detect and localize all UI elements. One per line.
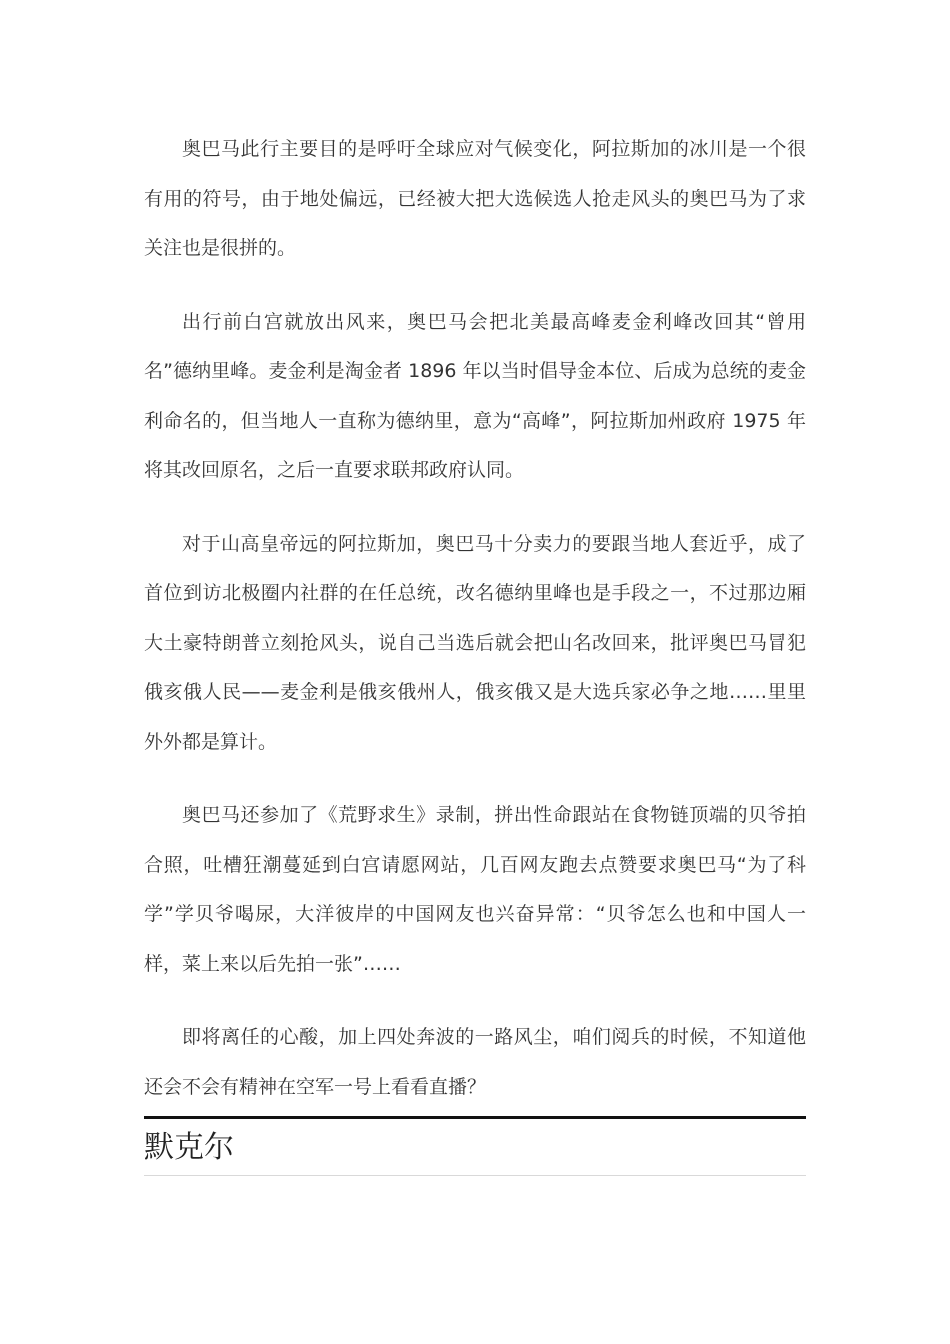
section-heading-underline	[144, 1175, 806, 1176]
section-heading: 默克尔	[144, 1130, 234, 1165]
article-body	[144, 125, 806, 1176]
paragraph-4: 奥巴马还参加了《荒野求生》录制，拼出性命跟站在食物链顶端的贝爷拍合照，吐槽狂潮蔓延到白宫请愿网站，几百网友跑去点赞要求奥巴马“为了科学”学贝爷喝尿，大洋彼岸的中国网友也兴奋异常：“贝爷怎么也和中国人一样，菜上来以后先拍一张”……	[144, 804, 806, 975]
paragraph-2: 出行前白宫就放出风来，奥巴马会把北美最高峰麦金利峰改回其“曾用名”德纳里峰。麦金利是淘金者 1896 年以当时倡导金本位、后成为总统的麦金利命名的，但当地人一直称为德纳里，意为“高峰”，阿拉斯加州政府 1975 年将其改回原名，之后一直要求联邦政府认同。	[144, 310, 806, 481]
paragraph-5: 即将离任的心酸，加上四处奔波的一路风尘，咱们阅兵的时候，不知道他还会不会有精神在空军一号上看看直播？	[144, 1026, 806, 1098]
paragraph-3: 对于山高皇帝远的阿拉斯加，奥巴马十分卖力的要跟当地人套近乎，成了首位到访北极圈内社群的在任总统，改名德纳里峰也是手段之一，不过那边厢大土豪特朗普立刻抢风头，说自己当选后就会把山名改回来，批评奥巴马冒犯俄亥俄人民——麦金利是俄亥俄州人，俄亥俄又是大选兵家必争之地……里里外外都是算计。	[144, 532, 806, 753]
paragraph-1: 奥巴马此行主要目的是呼吁全球应对气候变化，阿拉斯加的冰川是一个很有用的符号，由于地处偏远，已经被大把大选候选人抢走风头的奥巴马为了求关注也是很拼的。	[144, 138, 806, 259]
section-divider	[144, 1116, 806, 1119]
